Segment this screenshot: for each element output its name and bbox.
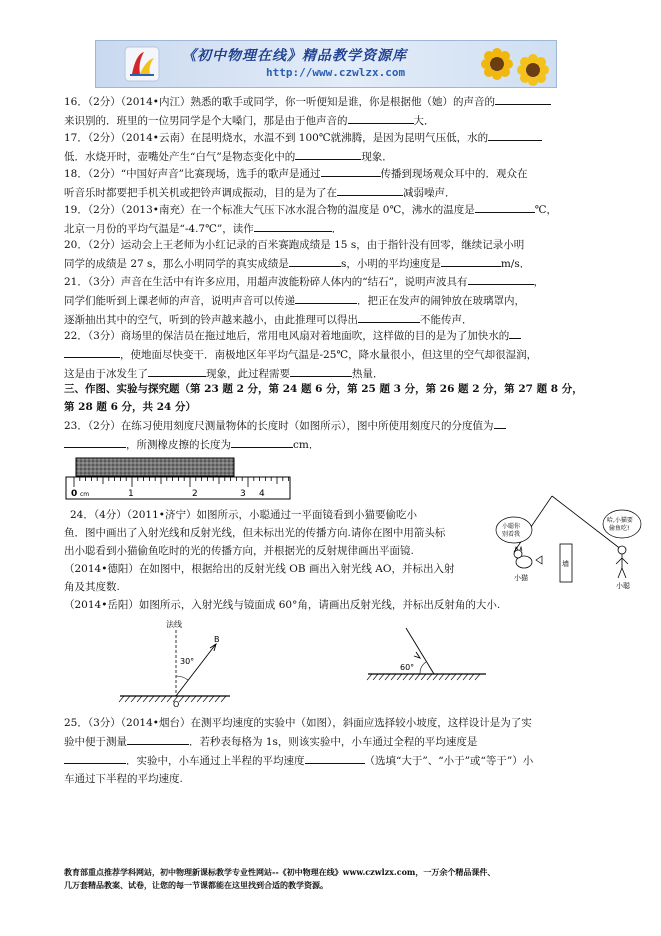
q22-text: 22．（3分）商场里的保洁员在拖过地后，常用电风扇对着地面吹，这样做的目的是为了加快水的: [64, 330, 510, 342]
normal-line-label: 法线: [166, 620, 182, 629]
wall-label: 墙: [562, 560, 569, 568]
q19-text-3: 北京一月份的平均气温是“-4.7℃”，读作: [64, 223, 254, 235]
section-3-line-1: 三、作图、实验与探究题（第 23 题 2 分，第 24 题 6 分，第 25 题 3 分，第 26 题 2 分，第 27 题 8 分，: [64, 383, 583, 395]
question-23: [64, 416, 604, 454]
q21-text-5: 逐渐抽出其中的空气，听到的铃声越来越小，由此推理可以得出: [64, 314, 358, 326]
q20-text-3: s，小明的平均速度是: [340, 258, 441, 270]
hatch-mark: [119, 696, 124, 702]
q20-text-2: 同学的成绩是 27 s，那么小明同学的真实成绩是: [64, 258, 289, 270]
q24-text-4: （2014•德阳）在如图中，根据给出的反射光线 OB 画出入射光线 AO，并标出入射: [64, 563, 455, 575]
reflection-60-figure: [362, 624, 492, 686]
q22-blank-1a[interactable]: [509, 326, 521, 339]
q16-text-3: 大．: [413, 115, 435, 127]
arrow-icon: [414, 652, 420, 658]
q21-text-3: 同学们能听到上课老师的声音，说明声音可以传递: [64, 295, 295, 307]
hatch-mark: [445, 674, 450, 680]
sunflower-icon: [516, 53, 550, 87]
q24-text-3: 出小聪看到小猫偷鱼吃时的光的传播方向，并根据光的反射规律画出平面镜.: [64, 545, 414, 557]
q18-blank-2[interactable]: [337, 183, 403, 196]
q22-blank-2[interactable]: [148, 364, 206, 377]
hatch-mark: [397, 674, 402, 680]
cat-bubble-text-1: 小聪你: [502, 523, 521, 530]
q25-text-1: 25．（3分）（2014•烟台）在测平均速度的实验中（如图），斜面应选择较小坡度，这样设计是为了实: [64, 717, 532, 729]
q18-text-4: 减弱噪声．: [403, 187, 456, 199]
q21-text: 21．（3分）声音在生活中有许多应用，用超声波能粉碎人体内的“结石”，说明声波具有: [64, 276, 468, 288]
fish-icon: [536, 556, 542, 564]
q17-blank-1[interactable]: [488, 128, 542, 141]
q16-blank-2[interactable]: [348, 111, 414, 124]
q24-text-6: （2014•岳阳）如图所示，入射光线与镜面成 60°角，请画出反射光线，并标出反射角的大小.: [64, 599, 501, 611]
q21-blank-1[interactable]: [468, 272, 534, 285]
question-20: [64, 236, 604, 273]
mirror-cat-figure: [494, 490, 644, 590]
q19-blank-2[interactable]: [254, 219, 332, 232]
q23-text: 23．（2分）在练习使用刻度尺测量物体的长度时（如图所示），图中所使用刻度尺的分度值为: [64, 420, 494, 432]
hatch-mark: [203, 696, 208, 702]
hatch-mark: [209, 696, 214, 702]
hatch-mark: [379, 674, 384, 680]
q19-text-2: ℃，: [534, 204, 557, 216]
q16-blank-1[interactable]: [495, 92, 551, 105]
hatch-mark: [385, 674, 390, 680]
angle-arc: [420, 662, 426, 674]
q20-text-4: m/s．: [500, 258, 531, 270]
ruler-label-0: 0: [71, 489, 78, 499]
q22-blank-1b[interactable]: [64, 345, 120, 358]
q23-blank-1a[interactable]: [494, 416, 506, 429]
q17-text-3: 现象．: [361, 151, 393, 163]
hatch-mark: [469, 674, 474, 680]
boy-bubble-text-1: 哈,小猫要: [607, 517, 633, 524]
q21-text-2: ，: [533, 276, 545, 288]
q25-text-3: ．若秒表每格为 1s，则该实验中，小车通过全程的平均速度是: [189, 736, 478, 748]
q25-text-2: 验中便于测量: [64, 736, 127, 748]
hatch-mark: [457, 674, 462, 680]
question-17: [64, 128, 604, 166]
ruler-unit-label: cm: [80, 491, 90, 498]
q21-blank-2[interactable]: [295, 291, 357, 304]
hatch-mark: [179, 696, 184, 702]
hatch-mark: [221, 696, 226, 702]
q18-blank-1[interactable]: [321, 164, 381, 177]
hatch-mark: [131, 696, 136, 702]
hatch-mark: [475, 674, 480, 680]
q18-text-2: 传播到现场观众耳中的．观众在: [380, 168, 528, 180]
ruler-label-3: 3: [240, 489, 246, 499]
ruler-label-2: 2: [192, 489, 198, 499]
q25-text-4: ．实验中，小车通过上半程的平均速度: [126, 755, 305, 767]
q21-blank-3[interactable]: [358, 310, 420, 323]
q25-blank-3[interactable]: [305, 751, 365, 764]
eraser-object: [76, 458, 234, 476]
hatch-mark: [373, 674, 378, 680]
ruler-label-4: 4: [259, 489, 265, 499]
hatch-mark: [185, 696, 190, 702]
question-19: [64, 200, 604, 238]
cat-bubble-text-2: 别看我: [502, 531, 521, 538]
q18-text: 18．（2分）“中国好声音”比赛现场，选手的歌声是通过: [64, 168, 321, 180]
q23-blank-1b[interactable]: [64, 435, 126, 448]
q20-text: 20．（2分）运动会上王老师为小红记录的百米赛跑成绩是 15 s，由于指针没有回零，继续记录小明: [64, 239, 525, 251]
point-o-label: O: [173, 700, 180, 708]
q16-text: 16．（2分）（2014•内江）熟悉的歌手或同学，你一听便知是谁，你是根据他（她）的声音的: [64, 96, 495, 108]
q22-blank-3[interactable]: [290, 364, 352, 377]
sunflower-icon: [480, 47, 514, 81]
q20-blank-1[interactable]: [289, 254, 341, 267]
question-16: [64, 92, 604, 130]
q24-text-5: 角及其度数.: [64, 581, 120, 593]
reflected-ray-ob: [176, 644, 216, 696]
hatch-mark: [451, 674, 456, 680]
q17-text-2: 低．水烧开时，壶嘴处产生“白气”是物态变化中的: [64, 151, 296, 163]
hatch-mark: [463, 674, 468, 680]
q21-text-6: 不能传声．: [420, 314, 473, 326]
hatch-mark: [367, 674, 372, 680]
q20-blank-2[interactable]: [441, 254, 501, 267]
hatch-mark: [149, 696, 154, 702]
hatch-mark: [125, 696, 130, 702]
q19-text: 19．（2分）（2013•南充）在一个标准大气压下冰水混合物的温度是 0℃，沸水的温度是: [64, 204, 475, 216]
hatch-mark: [421, 674, 426, 680]
hatch-mark: [433, 674, 438, 680]
hatch-mark: [143, 696, 148, 702]
q21-text-4: ．把正在发声的闹钟放在玻璃罩内，: [357, 295, 525, 307]
hatch-mark: [439, 674, 444, 680]
q22-text-2: ，使地面尽快变干．南极地区年平均气温是-25℃，降水量很小，但这里的空气却很湿润，: [120, 349, 538, 361]
hatch-mark: [391, 674, 396, 680]
banner-title: 《初中物理在线》精品教学资源库: [182, 48, 407, 64]
q22-text-4: 现象，此过程需要: [206, 368, 290, 380]
q24-text-2: 鱼．图中画出了入射光线和反射光线，但未标出光的传播方向.请你在图中用箭头标: [64, 527, 446, 539]
footer-line-1: 教育部重点推荐学科网站，初中物理新课标教学专业性网站--《初中物理在线》www.czwlzx.com，一万余个精品课件、: [64, 867, 496, 877]
question-21: [64, 272, 604, 329]
section-3-heading: [64, 380, 604, 416]
q24-text-1: 24．（4分）（2011•济宁）如图所示，小聪通过一平面镜看到小猫要偷吃小: [70, 509, 417, 521]
q23-blank-2[interactable]: [231, 435, 293, 448]
hatch-mark: [191, 696, 196, 702]
cat-label: 小猫: [514, 574, 528, 582]
question-25: [64, 714, 604, 788]
footer-line-2: 几万套精品教案、试卷，让您的每一节课都能在这里找到合适的教学资源。: [64, 880, 328, 890]
q19-blank-1[interactable]: [475, 200, 535, 213]
question-24: [64, 506, 534, 614]
angle-label: 30°: [180, 657, 195, 666]
hatch-mark: [415, 674, 420, 680]
site-logo-icon: [122, 44, 162, 84]
boy-label: 小聪: [616, 582, 630, 590]
hatch-mark: [161, 696, 166, 702]
hatch-mark: [155, 696, 160, 702]
mirror-hatching: [367, 674, 480, 680]
hatch-mark: [427, 674, 432, 680]
hatch-mark: [409, 674, 414, 680]
banner-url[interactable]: http://www.czwlzx.com: [266, 66, 406, 79]
page-footer: [64, 866, 604, 892]
q25-blank-1[interactable]: [127, 732, 189, 745]
question-22: [64, 326, 604, 383]
hatch-mark: [197, 696, 202, 702]
boy-speech-bubble: [603, 510, 641, 538]
q16-text-2: 来识别的．班里的一位男同学是个大嗓门，那是由于他声音的: [64, 115, 348, 127]
hatch-mark: [137, 696, 142, 702]
q22-text-5: 热量．: [352, 368, 384, 380]
boy-bubble-text-2: 偷鱼吃!: [609, 525, 630, 532]
reflection-ob-figure: [116, 616, 236, 708]
point-b-label: B: [214, 635, 220, 644]
header-banner: [95, 40, 557, 88]
q22-text-3: 这是由于冰发生了: [64, 368, 148, 380]
q23-text-2: ，所测橡皮擦的长度为: [126, 439, 231, 451]
question-18: [64, 164, 604, 202]
ruler-label-1: 1: [128, 489, 134, 499]
angle-60-label: 60°: [400, 663, 415, 672]
ruler-figure: [64, 456, 294, 502]
cat-icon: [514, 547, 542, 568]
hatch-mark: [215, 696, 220, 702]
q23-text-3: cm．: [293, 439, 320, 451]
cat-speech-bubble: [496, 517, 532, 543]
boy-icon: [616, 546, 628, 578]
q19-text-4: ．: [331, 223, 343, 235]
section-3-line-2: 第 28 题 6 分，共 24 分）: [64, 401, 196, 413]
hatch-mark: [403, 674, 408, 680]
angle-arc: [176, 676, 188, 680]
q25-text-6: 车通过下半程的平均速度.: [64, 773, 183, 785]
q17-blank-2[interactable]: [295, 147, 361, 160]
q18-text-3: 听音乐时都要把手机关机或把铃声调成振动，目的是为了在: [64, 187, 337, 199]
q17-text: 17．（2分）（2014•云南）在昆明烧水，水温不到 100℃就沸腾，是因为昆明气压低，水的: [64, 132, 489, 144]
q25-blank-2[interactable]: [64, 751, 126, 764]
q25-text-5: （选填“大于”、“小于”或“等于”）小: [364, 755, 534, 767]
hatch-mark: [167, 696, 172, 702]
